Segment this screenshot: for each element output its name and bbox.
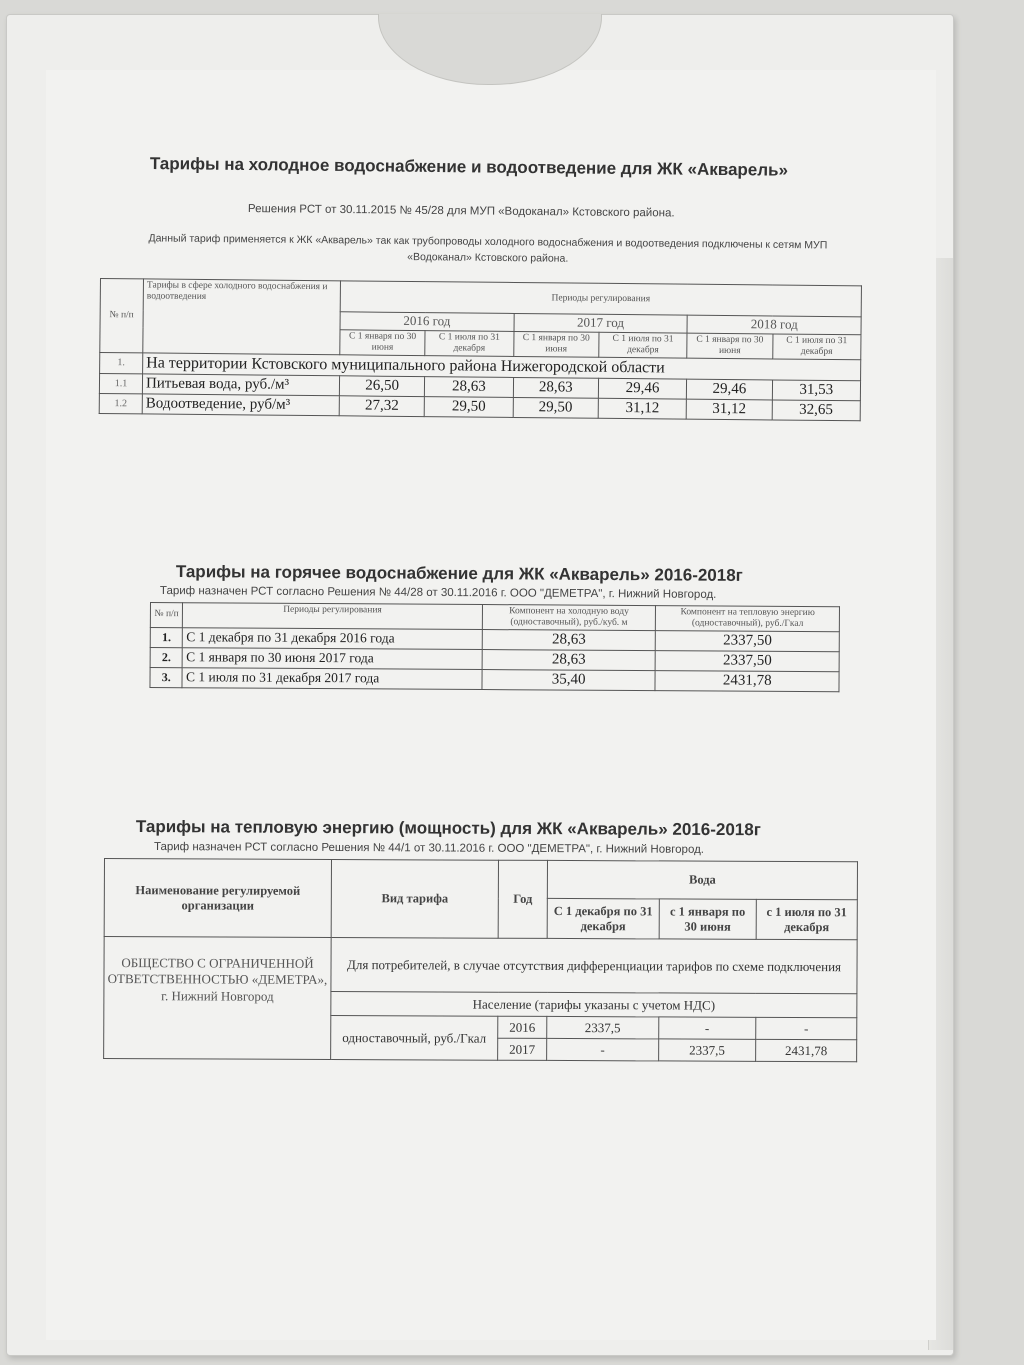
section3-title: Тарифы на тепловую энергию (мощность) для ЖК «Акварель» 2016-2018г (135, 817, 761, 840)
consumers-note: Для потребителей, в случае отсутствия дифференциации тарифов по схеме подключения (331, 937, 857, 993)
year-cell: 2017 (498, 1038, 547, 1060)
value-cell: 26,50 (339, 376, 424, 397)
population-note: Население (тарифы указаны с учетом НДС) (331, 991, 857, 1017)
row-num: 3. (150, 667, 183, 687)
value-cell: 32,65 (772, 400, 861, 421)
heat-energy-tariff-table (103, 858, 858, 1062)
row-label: Водоотведение, руб/м³ (142, 394, 339, 416)
col-period-3: с 1 июля по 31 декабря (756, 899, 857, 939)
col-periods: Периоды регулирования (340, 281, 861, 317)
region-label: На территории Кстовского муниципального района Нижегородской области (143, 353, 861, 381)
value-cell: 2337,50 (656, 650, 840, 671)
col-num: № п/п (100, 279, 144, 353)
period-h1-2018: С 1 января по 30 июня (687, 333, 773, 359)
period-h2-2018: С 1 июля по 31 декабря (772, 334, 861, 360)
row-period: С 1 июля по 31 декабря 2017 года (182, 668, 481, 690)
row-num: 1.1 (99, 373, 142, 393)
value-cell: 29,50 (513, 397, 598, 418)
row-num: 1. (150, 627, 183, 647)
row-num: 2. (150, 647, 183, 667)
value-cell: 29,46 (687, 379, 772, 400)
value-cell: 31,12 (598, 398, 687, 419)
col-water: Вода (547, 860, 857, 899)
col-period-1: С 1 декабря по 31 декабря (547, 898, 659, 938)
col-tariff: Тарифы в сфере холодного водоснабжения и водоотведения (143, 279, 341, 355)
col-year: Год (498, 860, 547, 938)
value-cell: 28,63 (425, 376, 514, 397)
row-num: 1. (100, 352, 143, 373)
value-cell: - (547, 1038, 659, 1060)
value-cell: 27,32 (339, 396, 424, 417)
cold-water-tariff-table (99, 278, 862, 421)
value-cell: 2431,78 (755, 1039, 856, 1061)
section2-subtitle: Тариф назначен РСТ согласно Решения № 44/28 от 30.11.2016 г. ООО "ДЕМЕТРА", г. Нижний Новгород. (159, 585, 717, 601)
section1-title: Тарифы на холодное водоснабжение и водоотведение для ЖК «Акварель» (149, 154, 789, 180)
period-h2-2016: С 1 июля по 31 декабря (425, 331, 514, 357)
value-cell: 2431,78 (655, 670, 839, 691)
row-num: 1.2 (99, 393, 142, 413)
hot-water-tariff-table (149, 602, 840, 692)
tariff-kind: одноставочный, руб./Гкал (331, 1015, 498, 1060)
table-row (150, 667, 839, 691)
value-cell: 31,12 (686, 399, 771, 420)
row-label: Питьевая вода, руб./м³ (142, 374, 339, 396)
year-2016: 2016 год (340, 312, 514, 332)
period-h1-2017: С 1 января по 30 июня (513, 331, 599, 357)
value-cell: - (756, 1017, 857, 1039)
period-h2-2017: С 1 июля по 31 декабря (599, 332, 688, 358)
year-2018: 2018 год (687, 315, 861, 335)
value-cell: 29,46 (598, 378, 687, 399)
period-h1-2016: С 1 января по 30 июня (340, 330, 426, 356)
value-cell: - (659, 1017, 756, 1039)
value-cell: 2337,5 (547, 1016, 659, 1038)
col-period: Периоды регулирования (183, 603, 482, 630)
section1-subtitle: Решения РСТ от 30.11.2015 № 45/28 для МУП «Водоканал» Кстовского района. (247, 203, 675, 220)
value-cell: 28,63 (513, 377, 598, 398)
value-cell: 28,63 (482, 649, 656, 670)
col-num: № п/п (150, 603, 183, 628)
col-period-2: с 1 января по 30 июня (659, 899, 756, 939)
col-heat-component: Компонент на тепловую энергию (одноставочный), руб./Гкал (656, 606, 840, 632)
value-cell: 2337,5 (658, 1039, 755, 1061)
row-period: С 1 января по 30 июня 2017 года (183, 648, 482, 670)
section2-title: Тарифы на горячее водоснабжение для ЖК «Акварель» 2016-2018г (175, 562, 743, 585)
value-cell: 28,63 (482, 629, 656, 650)
value-cell: 2337,50 (656, 630, 840, 651)
col-tariff-kind: Вид тарифа (331, 859, 498, 938)
value-cell: 29,50 (424, 396, 513, 417)
section3-subtitle: Тариф назначен РСТ согласно Решения № 44/1 от 30.11.2016 г. ООО "ДЕМЕТРА", г. Нижний Новгород. (153, 841, 705, 856)
col-organization: Наименование регулируемой организации (104, 859, 331, 938)
year-2017: 2017 год (514, 313, 688, 333)
year-cell: 2016 (498, 1016, 547, 1038)
value-cell: 31,53 (772, 380, 861, 401)
row-period: С 1 декабря по 31 декабря 2016 года (183, 628, 482, 650)
section1-note: Данный тариф применяется к ЖК «Акварель» так как трубопроводы холодного водоснабжения и водоотведения подключены к сетям МУП «Водоканал» Кстовского района. (148, 232, 828, 265)
organization-name: ОБЩЕСТВО С ОГРАНИЧЕННОЙ ОТВЕТСТВЕННОСТЬЮ «ДЕМЕТРА», г. Нижний Новгород (104, 937, 332, 1060)
col-cold-component: Компонент на холодную воду (одноставочный), руб./куб. м (482, 605, 656, 631)
value-cell: 35,40 (482, 669, 656, 690)
